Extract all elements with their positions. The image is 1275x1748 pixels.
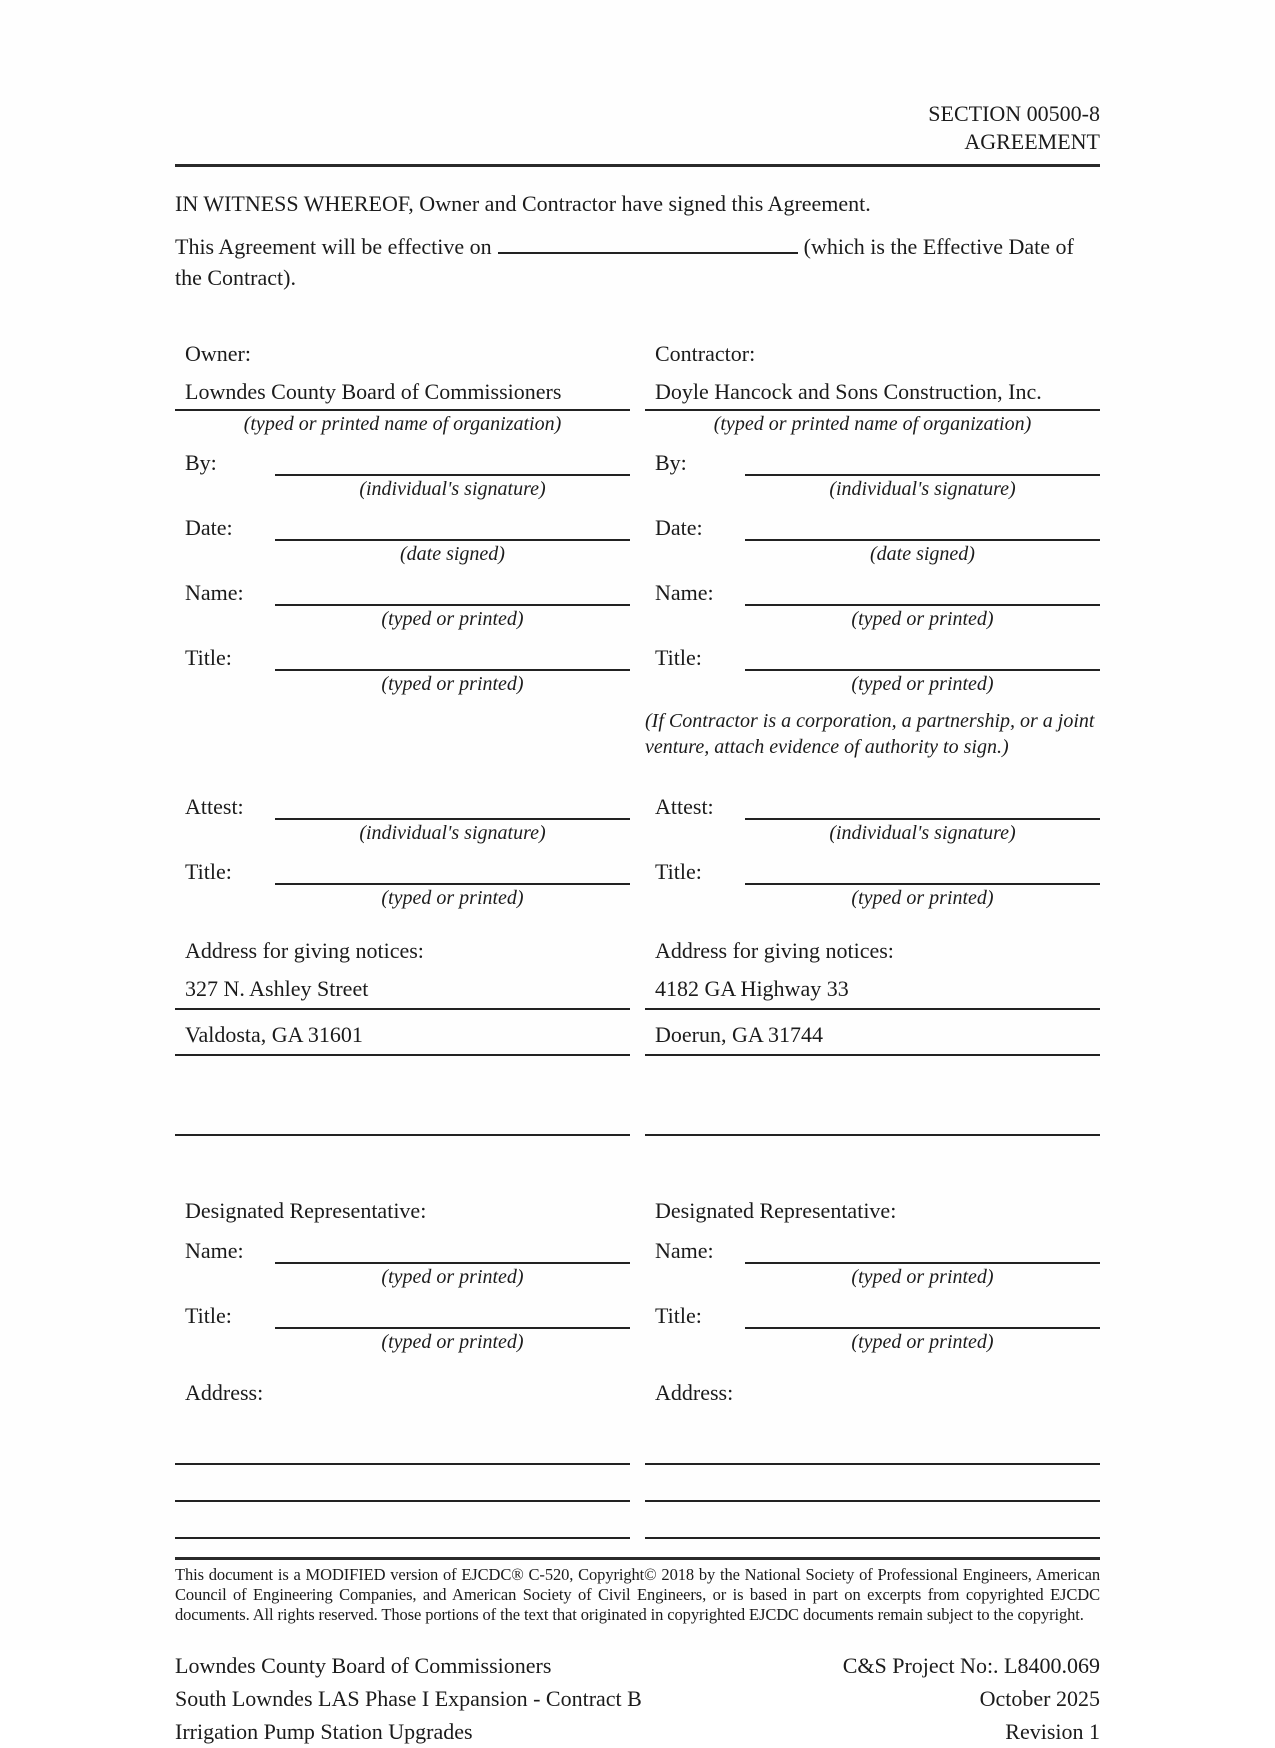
effective-date-suffix: (which is the Effective Date of the Contract). <box>175 234 1074 290</box>
owner-name-line <box>275 580 630 606</box>
owner-by-label: By: <box>185 450 217 475</box>
witness-statement: IN WITNESS WHEREOF, Owner and Contractor have signed this Agreement. <box>175 191 871 216</box>
contractor-name-label: Name: <box>655 580 714 605</box>
contractor-notice-address-line2: Doerun, GA 31744 <box>645 1022 1100 1056</box>
owner-rep-address-blank-line-1 <box>175 1430 630 1465</box>
contractor-name-field <box>645 580 1100 631</box>
owner-rep-name-line <box>275 1238 630 1264</box>
contractor-attest-label: Attest: <box>655 794 714 819</box>
contractor-authority-note: (If Contractor is a corporation, a partnership, or a joint venture, attach evidence of authority to sign.) <box>645 710 1095 758</box>
owner-attest-label: Attest: <box>185 794 244 819</box>
contractor-by-label: By: <box>655 450 687 475</box>
contractor-org-caption: (typed or printed name of organization) <box>713 413 1032 435</box>
contractor-rep-title-line <box>745 1303 1100 1329</box>
contractor-attest-line <box>745 794 1100 820</box>
owner-designated-rep-heading: Designated Representative: <box>185 1198 427 1223</box>
page-content <box>175 0 1100 1748</box>
contractor-rep-name-line <box>745 1238 1100 1264</box>
contractor-rep-title-field <box>645 1303 1100 1354</box>
owner-title-caption: (typed or printed) <box>381 673 524 695</box>
contractor-rep-name-label: Name: <box>655 1238 714 1263</box>
contractor-attest-title-field <box>645 859 1100 910</box>
owner-by-caption: (individual's signature) <box>359 478 546 500</box>
copyright-disclaimer: This document is a MODIFIED version of EJCDC® C-520, Copyright© 2018 by the National Society of Professional Engineers, American Council of Engineering Companies, and American Society of Civil Engineers, or is based in part on excerpts from copyrighted EJCDC documents. All rights reserved. Those portions of the text that originated in copyrighted EJCDC documents remain subject to the copyright. <box>175 1565 1100 1624</box>
owner-rep-title-caption: (typed or printed) <box>381 1331 524 1353</box>
contractor-rep-address-blank-line-3 <box>645 1504 1100 1539</box>
owner-rep-address-label: Address: <box>185 1380 264 1405</box>
contractor-rep-address-blank-line-2 <box>645 1467 1100 1502</box>
owner-title-line <box>275 645 630 671</box>
owner-rep-name-field <box>175 1238 630 1289</box>
contractor-date-line <box>745 515 1100 541</box>
owner-org-name-line: Lowndes County Board of Commissioners <box>175 379 630 411</box>
owner-by-signature-line <box>275 450 630 476</box>
contractor-org-name-line: Doyle Hancock and Sons Construction, Inc. <box>645 379 1100 411</box>
contractor-attest-title-label: Title: <box>655 859 702 884</box>
project-date: October 2025 <box>979 1686 1100 1711</box>
owner-note-spacer <box>175 708 630 780</box>
owner-attest-caption: (individual's signature) <box>359 822 546 844</box>
contractor-rep-name-caption: (typed or printed) <box>851 1266 994 1288</box>
project-number: C&S Project No:. L8400.069 <box>842 1653 1100 1678</box>
contractor-title-line <box>745 645 1100 671</box>
owner-rep-address-blank-line-3 <box>175 1504 630 1539</box>
contractor-by-caption: (individual's signature) <box>829 478 1016 500</box>
owner-attest-title-field <box>175 859 630 910</box>
owner-name-caption: (typed or printed) <box>381 608 524 630</box>
contractor-date-caption: (date signed) <box>870 543 975 565</box>
owner-title-label: Title: <box>185 645 232 670</box>
contractor-name-line <box>745 580 1100 606</box>
project-owner-name: Lowndes County Board of Commissioners <box>175 1653 552 1678</box>
owner-attest-title-caption: (typed or printed) <box>381 887 524 909</box>
owner-notice-address-line1: 327 N. Ashley Street <box>175 976 630 1010</box>
contractor-notice-address-heading: Address for giving notices: <box>655 938 894 963</box>
project-title: South Lowndes LAS Phase I Expansion - Contract B <box>175 1686 642 1711</box>
owner-rep-title-line <box>275 1303 630 1329</box>
owner-title-field <box>175 645 630 696</box>
effective-date-statement <box>175 231 1100 293</box>
owner-rep-title-label: Title: <box>185 1303 232 1328</box>
owner-attest-line <box>275 794 630 820</box>
contractor-attest-title-line <box>745 859 1100 885</box>
owner-column <box>175 341 630 1539</box>
owner-date-label: Date: <box>185 515 233 540</box>
contractor-designated-rep-heading: Designated Representative: <box>655 1198 897 1223</box>
project-footer-left <box>175 1649 642 1748</box>
owner-attest-title-label: Title: <box>185 859 232 884</box>
contractor-name-caption: (typed or printed) <box>851 608 994 630</box>
owner-by-field <box>175 450 630 501</box>
contractor-party-label: Contractor: <box>655 341 756 366</box>
contractor-date-label: Date: <box>655 515 703 540</box>
contractor-column <box>645 341 1100 1539</box>
contractor-rep-address-label: Address: <box>655 1380 734 1405</box>
project-footer-right <box>843 1649 1100 1748</box>
contractor-rep-name-field <box>645 1238 1100 1289</box>
contractor-attest-caption: (individual's signature) <box>829 822 1016 844</box>
effective-date-blank-line <box>498 250 798 254</box>
project-subtitle: Irrigation Pump Station Upgrades <box>175 1719 473 1744</box>
document-header <box>175 100 1100 156</box>
effective-date-prefix: This Agreement will be effective on <box>175 234 492 259</box>
owner-date-field <box>175 515 630 566</box>
footer-rule <box>175 1557 1100 1560</box>
owner-rep-address-blank-line-2 <box>175 1467 630 1502</box>
contractor-attest-title-caption: (typed or printed) <box>851 887 994 909</box>
contractor-title-field <box>645 645 1100 696</box>
owner-date-line <box>275 515 630 541</box>
project-revision: Revision 1 <box>1005 1719 1100 1744</box>
contractor-notice-address-line1: 4182 GA Highway 33 <box>645 976 1100 1010</box>
contractor-rep-title-label: Title: <box>655 1303 702 1328</box>
owner-attest-title-line <box>275 859 630 885</box>
owner-date-caption: (date signed) <box>400 543 505 565</box>
contractor-title-label: Title: <box>655 645 702 670</box>
section-number: SECTION 00500-8 <box>928 101 1100 126</box>
owner-notice-address-heading: Address for giving notices: <box>185 938 424 963</box>
owner-rep-name-label: Name: <box>185 1238 244 1263</box>
contractor-rep-title-caption: (typed or printed) <box>851 1331 994 1353</box>
contractor-rep-address-blank-line-1 <box>645 1430 1100 1465</box>
owner-rep-name-caption: (typed or printed) <box>381 1266 524 1288</box>
owner-name-label: Name: <box>185 580 244 605</box>
owner-org-caption: (typed or printed name of organization) <box>243 413 562 435</box>
owner-attest-field <box>175 794 630 845</box>
contractor-title-caption: (typed or printed) <box>851 673 994 695</box>
owner-name-field <box>175 580 630 631</box>
owner-party-label: Owner: <box>185 341 251 366</box>
contractor-by-field <box>645 450 1100 501</box>
header-rule <box>175 164 1100 167</box>
owner-notice-address-line2: Valdosta, GA 31601 <box>175 1022 630 1056</box>
owner-notice-address-blank-line <box>175 1106 630 1136</box>
project-footer <box>175 1649 1100 1748</box>
contractor-attest-field <box>645 794 1100 845</box>
page-title: AGREEMENT <box>964 129 1100 154</box>
owner-rep-title-field <box>175 1303 630 1354</box>
contractor-by-signature-line <box>745 450 1100 476</box>
contractor-notice-address-blank-line <box>645 1106 1100 1136</box>
signature-columns <box>175 341 1100 1539</box>
contractor-date-field <box>645 515 1100 566</box>
